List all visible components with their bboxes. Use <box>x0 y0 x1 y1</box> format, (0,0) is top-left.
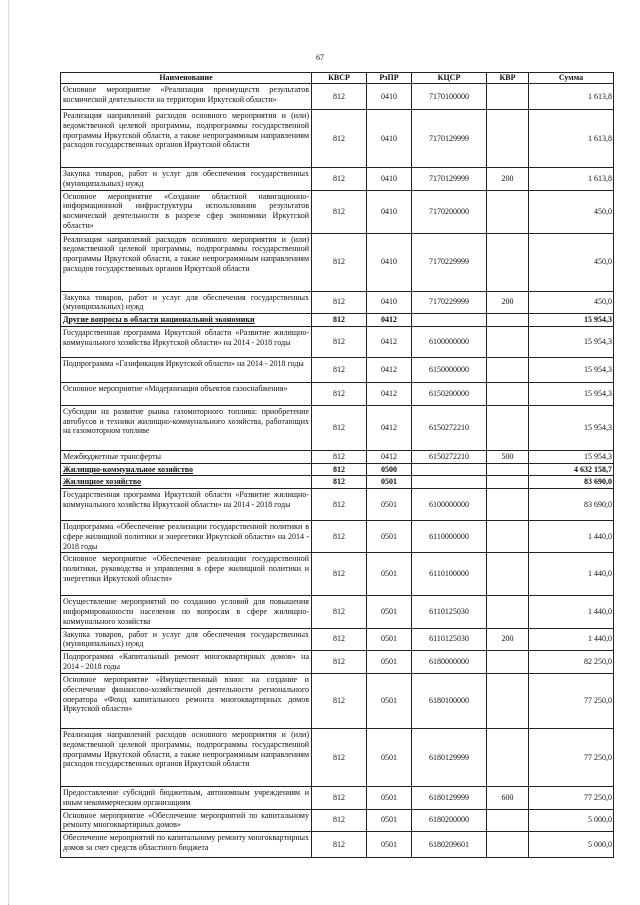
cell-sum: 5 000,0 <box>529 809 614 832</box>
table-row <box>61 651 614 674</box>
cell-kvsr: 812 <box>312 405 367 450</box>
cell-rzpr: 0501 <box>367 476 412 489</box>
cell-rzpr: 0501 <box>367 628 412 651</box>
cell-kvsr: 812 <box>312 463 367 476</box>
table-row <box>61 463 614 476</box>
cell-kvr <box>487 596 529 628</box>
cell-kvsr: 812 <box>312 628 367 651</box>
table-row <box>61 190 614 233</box>
table-row <box>61 291 614 314</box>
cell-kcsr: 6110125030 <box>412 596 487 628</box>
cell-kvsr: 812 <box>312 674 367 729</box>
cell-kvr: 200 <box>487 168 529 191</box>
cell-rzpr: 0501 <box>367 832 412 858</box>
cell-sum: 5 000,0 <box>529 832 614 858</box>
table-row <box>61 521 614 553</box>
table-row <box>61 450 614 463</box>
cell-sum: 1 440,0 <box>529 521 614 553</box>
cell-kvsr: 812 <box>312 110 367 168</box>
cell-name: Закупка товаров, работ и услуг для обеспечения государственных (муниципальных) нужд <box>61 168 312 191</box>
cell-kvr <box>487 476 529 489</box>
cell-kvsr: 812 <box>312 787 367 810</box>
cell-sum: 77 250,0 <box>529 674 614 729</box>
header-sum: Сумма <box>529 73 614 84</box>
cell-name: Реализация направлений расходов основного мероприятия и (или) ведомственной целевой программы, подпрограммы государственной программы Иркутской области, а также непрограммным направлениям расходов государственных органов Иркутской области <box>61 110 312 168</box>
cell-kcsr: 6180200000 <box>412 809 487 832</box>
cell-kcsr: 6150200000 <box>412 382 487 405</box>
cell-kvr <box>487 463 529 476</box>
cell-kvr <box>487 84 529 110</box>
cell-rzpr: 0412 <box>367 382 412 405</box>
cell-kcsr: 7170229999 <box>412 291 487 314</box>
table-row <box>61 233 614 291</box>
cell-kvsr: 812 <box>312 489 367 521</box>
cell-kcsr: 6180209601 <box>412 832 487 858</box>
header-rzpr: РзПР <box>367 73 412 84</box>
cell-kvsr: 812 <box>312 84 367 110</box>
cell-name: Государственная программа Иркутской области «Развитие жилищно-коммунального хозяйства Иркутской области» на 2014 - 2018 годы <box>61 326 312 357</box>
cell-kvr <box>487 651 529 674</box>
cell-sum: 15 954,3 <box>529 357 614 382</box>
table-row <box>61 596 614 628</box>
cell-kvsr: 812 <box>312 729 367 787</box>
page-number: 67 <box>316 53 324 62</box>
cell-sum: 1 613,8 <box>529 84 614 110</box>
cell-kcsr: 7170129999 <box>412 110 487 168</box>
cell-sum: 450,0 <box>529 190 614 233</box>
cell-kcsr: 7170229999 <box>412 233 487 291</box>
cell-sum: 4 632 158,7 <box>529 463 614 476</box>
cell-sum: 1 613,8 <box>529 110 614 168</box>
cell-name: Основное мероприятие «Имущественный взнос на создание и обеспечение финансово-хозяйственной деятельности регионального оператора «Фонд капитального ремонта многоквартирных домов Иркутской области» <box>61 674 312 729</box>
cell-name: Предоставление субсидий бюджетным, автономным учреждениям и иным некоммерческим организациям <box>61 787 312 810</box>
cell-rzpr: 0501 <box>367 674 412 729</box>
cell-name: Основное мероприятие «Обеспечение реализации государственной политики, руководства и управления в сфере жилищной политики и энергетики Иркутской области» <box>61 553 312 596</box>
cell-name: Реализация направлений расходов основного мероприятия и (или) ведомственной целевой программы, подпрограммы государственной программы Иркутской области, а также непрограммным направлениям расходов государственных органов Иркутской области <box>61 729 312 787</box>
table-row <box>61 674 614 729</box>
cell-name: Осуществление мероприятий по созданию условий для повышения информированности населения по вопросам в сфере жилищно-коммунального хозяйства <box>61 596 312 628</box>
cell-kvr <box>487 233 529 291</box>
cell-kcsr: 7170200000 <box>412 190 487 233</box>
cell-rzpr: 0412 <box>367 326 412 357</box>
table-row <box>61 787 614 810</box>
cell-kvr <box>487 405 529 450</box>
cell-kvsr: 812 <box>312 382 367 405</box>
cell-rzpr: 0501 <box>367 553 412 596</box>
cell-kvsr: 812 <box>312 326 367 357</box>
cell-name: Основное мероприятие «Реализация преимуществ результатов космической деятельности на территории Иркутской области» <box>61 84 312 110</box>
cell-kcsr: 6150272210 <box>412 450 487 463</box>
cell-kvr: 500 <box>487 450 529 463</box>
cell-name: Подпрограмма «Газификация Иркутской области» на 2014 - 2018 годы <box>61 357 312 382</box>
cell-sum: 1 440,0 <box>529 596 614 628</box>
cell-kvsr: 812 <box>312 553 367 596</box>
cell-rzpr: 0412 <box>367 405 412 450</box>
cell-sum: 450,0 <box>529 233 614 291</box>
header-kcsr: КЦСР <box>412 73 487 84</box>
cell-rzpr: 0501 <box>367 787 412 810</box>
header-kvsr: КВСР <box>312 73 367 84</box>
table-row <box>61 809 614 832</box>
cell-name: Межбюджетные трансферты <box>61 450 312 463</box>
cell-kcsr: 6110100000 <box>412 553 487 596</box>
cell-kcsr: 6150272210 <box>412 405 487 450</box>
cell-rzpr: 0501 <box>367 596 412 628</box>
table-row <box>61 84 614 110</box>
cell-rzpr: 0410 <box>367 190 412 233</box>
cell-kcsr: 6180129999 <box>412 787 487 810</box>
cell-rzpr: 0412 <box>367 314 412 327</box>
cell-kcsr: 6100000000 <box>412 326 487 357</box>
cell-kvsr: 812 <box>312 832 367 858</box>
cell-kvsr: 812 <box>312 476 367 489</box>
cell-kvr: 200 <box>487 628 529 651</box>
cell-kcsr: 6100000000 <box>412 489 487 521</box>
cell-sum: 1 440,0 <box>529 553 614 596</box>
cell-kvsr: 812 <box>312 596 367 628</box>
cell-kcsr: 6180100000 <box>412 674 487 729</box>
cell-kcsr: 6110000000 <box>412 521 487 553</box>
table-row <box>61 382 614 405</box>
cell-rzpr: 0410 <box>367 291 412 314</box>
cell-sum: 83 690,0 <box>529 476 614 489</box>
table-row <box>61 553 614 596</box>
table-row <box>61 326 614 357</box>
table-row <box>61 168 614 191</box>
cell-kvr <box>487 809 529 832</box>
cell-name: Обеспечение мероприятий по капитальному ремонту многоквартирных домов за счет средств областного бюджета <box>61 832 312 858</box>
cell-name: Закупка товаров, работ и услуг для обеспечения государственных (муниципальных) нужд <box>61 291 312 314</box>
cell-sum: 450,0 <box>529 291 614 314</box>
cell-kcsr: 6110125030 <box>412 628 487 651</box>
cell-sum: 1 440,0 <box>529 628 614 651</box>
cell-name: Другие вопросы в области национальной экономики <box>61 314 312 327</box>
cell-name: Основное мероприятие «Создание областной навигационно-информационной инфраструктуры использования результатов космической деятельности в разрезе сфер экономики Иркутской области» <box>61 190 312 233</box>
cell-kcsr <box>412 476 487 489</box>
cell-rzpr: 0501 <box>367 809 412 832</box>
cell-kvsr: 812 <box>312 314 367 327</box>
cell-rzpr: 0410 <box>367 84 412 110</box>
cell-name: Закупка товаров, работ и услуг для обеспечения государственных (муниципальных) нужд <box>61 628 312 651</box>
cell-name: Реализация направлений расходов основного мероприятия и (или) ведомственной целевой программы, подпрограммы государственной программы Иркутской области, а также непрограммным направлениям расходов государственных органов Иркутской области <box>61 233 312 291</box>
table-row <box>61 628 614 651</box>
cell-sum: 82 250,0 <box>529 651 614 674</box>
cell-kcsr <box>412 463 487 476</box>
table-header-row <box>61 73 614 84</box>
cell-kvr <box>487 729 529 787</box>
table-body <box>61 84 614 858</box>
cell-rzpr: 0501 <box>367 521 412 553</box>
cell-kvsr: 812 <box>312 190 367 233</box>
cell-rzpr: 0410 <box>367 233 412 291</box>
cell-rzpr: 0410 <box>367 110 412 168</box>
cell-kcsr: 7170129999 <box>412 168 487 191</box>
cell-kvsr: 812 <box>312 809 367 832</box>
cell-sum: 77 250,0 <box>529 787 614 810</box>
cell-kvr: 600 <box>487 787 529 810</box>
cell-name: Жилищное хозяйство <box>61 476 312 489</box>
table-row <box>61 405 614 450</box>
cell-sum: 15 954,3 <box>529 314 614 327</box>
cell-rzpr: 0501 <box>367 729 412 787</box>
cell-sum: 15 954,3 <box>529 382 614 405</box>
cell-kcsr <box>412 314 487 327</box>
cell-kvr <box>487 553 529 596</box>
cell-sum: 1 613,8 <box>529 168 614 191</box>
cell-name: Субсидии на развитие рынка газомоторного топлива: приобретение автобусов и техники жилищно-коммунального хозяйства, работающих на газомоторном топливе <box>61 405 312 450</box>
cell-kvr <box>487 357 529 382</box>
cell-name: Основное мероприятие «Обеспечение мероприятий по капитальному ремонту многоквартирных домов» <box>61 809 312 832</box>
cell-kvr <box>487 382 529 405</box>
table-row <box>61 832 614 858</box>
cell-rzpr: 0500 <box>367 463 412 476</box>
cell-name: Жилищно-коммунальное хозяйство <box>61 463 312 476</box>
table-row <box>61 476 614 489</box>
cell-kvr <box>487 832 529 858</box>
cell-kvr <box>487 190 529 233</box>
header-name: Наименование <box>61 73 312 84</box>
cell-kcsr: 6150000000 <box>412 357 487 382</box>
cell-kvr <box>487 674 529 729</box>
cell-kvr <box>487 521 529 553</box>
cell-sum: 77 250,0 <box>529 729 614 787</box>
cell-kvr <box>487 489 529 521</box>
table-row <box>61 489 614 521</box>
cell-rzpr: 0412 <box>367 357 412 382</box>
cell-rzpr: 0412 <box>367 450 412 463</box>
cell-kvsr: 812 <box>312 291 367 314</box>
cell-kvr <box>487 326 529 357</box>
cell-name: Подпрограмма «Капитальный ремонт многоквартирных домов» на 2014 - 2018 годы <box>61 651 312 674</box>
cell-rzpr: 0501 <box>367 489 412 521</box>
cell-rzpr: 0501 <box>367 651 412 674</box>
cell-kcsr: 7170100000 <box>412 84 487 110</box>
cell-name: Подпрограмма «Обеспечение реализации государственной политики в сфере жилищной политики и энергетики Иркутской области» на 2014 - 2018 годы <box>61 521 312 553</box>
cell-rzpr: 0410 <box>367 168 412 191</box>
cell-name: Государственная программа Иркутской области «Развитие жилищно-коммунального хозяйства Иркутской области» на 2014 - 2018 годы <box>61 489 312 521</box>
cell-kvsr: 812 <box>312 521 367 553</box>
cell-kcsr: 6180000000 <box>412 651 487 674</box>
cell-kvsr: 812 <box>312 450 367 463</box>
cell-kvsr: 812 <box>312 357 367 382</box>
cell-kvsr: 812 <box>312 651 367 674</box>
cell-kvsr: 812 <box>312 233 367 291</box>
cell-kvr <box>487 110 529 168</box>
cell-kvr <box>487 314 529 327</box>
table-row <box>61 314 614 327</box>
table-row <box>61 110 614 168</box>
cell-sum: 15 954,3 <box>529 326 614 357</box>
cell-sum: 15 954,3 <box>529 405 614 450</box>
cell-kvsr: 812 <box>312 168 367 191</box>
header-kvr: КВР <box>487 73 529 84</box>
cell-sum: 15 954,3 <box>529 450 614 463</box>
cell-kcsr: 6180129999 <box>412 729 487 787</box>
cell-sum: 83 690,0 <box>529 489 614 521</box>
cell-name: Основное мероприятие «Модернизация объектов газоснабжения» <box>61 382 312 405</box>
margin-line <box>8 0 10 905</box>
budget-table <box>60 72 614 858</box>
cell-kvr: 200 <box>487 291 529 314</box>
table-row <box>61 729 614 787</box>
table-row <box>61 357 614 382</box>
